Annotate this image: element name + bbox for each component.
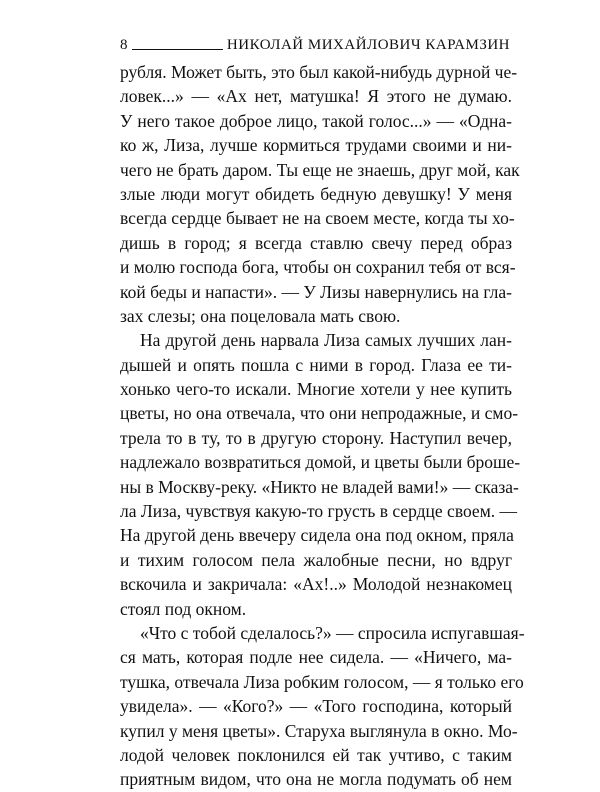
running-title-author: НИКОЛАЙ МИХАЙЛОВИЧ КАРАМЗИН	[226, 37, 510, 53]
text-line: лодой человек поклонился ей так учтиво, с таким	[120, 744, 512, 765]
running-header	[120, 32, 510, 54]
text-line: злые люди могут обидеть бедную девушку! У меня	[120, 183, 512, 204]
text-line: и молю господа бога, чтобы он сохранил тебя от вся-	[120, 257, 516, 278]
header-rule	[132, 49, 223, 50]
text-line: стоял под окном.	[120, 598, 247, 619]
text-line: ны в Москву-реку. «Никто не владей вами!» — сказа-	[120, 476, 519, 497]
text-line: хонько чего-то искали. Многие хотели у нее купить	[120, 379, 512, 400]
text-line: чего не брать даром. Ты еще не знаешь, друг мой, как	[120, 159, 520, 180]
text-line: и тихим голосом пела жалобные песни, но вдруг	[120, 549, 512, 570]
text-line: надлежало возвратиться домой, и цветы были броше-	[120, 452, 521, 473]
text-line: купил у меня цветы». Старуха выглянула в окно. Мо-	[120, 720, 518, 741]
text-line: «Что с тобой сделалось?» — спросила испугавшая-	[140, 622, 525, 643]
text-line: кой беды и напасти». — У Лизы навернулись на гла-	[120, 281, 512, 302]
text-line: На другой день нарвала Лиза самых лучших лан-	[140, 330, 512, 351]
text-line: цветы, но она отвечала, что они непродажные, и смо-	[120, 403, 519, 424]
body-text	[120, 60, 525, 792]
text-line: тушка, отвечала Лиза робким голосом, — я только его	[120, 671, 524, 692]
text-line: На другой день ввечеру сидела она под окном, пряла	[120, 525, 514, 546]
text-line: дышей и опять пошла с ними в город. Глаза ее ти-	[120, 354, 512, 375]
text-line: рубля. Может быть, это был какой-нибудь дурной че-	[120, 62, 518, 82]
text-line: приятным видом, что она не могла подумать об нем	[120, 769, 512, 790]
page-number: 8	[120, 37, 128, 53]
text-line: ся мать, которая подле нее сидела. — «Ничего, ма-	[120, 647, 512, 668]
text-line: вскочила и закричала: «Ах!..» Молодой незнакомец	[120, 574, 512, 595]
text-line: ла Лиза, чувствуя какую-то грусть в сердце своем. —	[120, 501, 518, 522]
text-line: У него такое доброе лицо, такой голос...» — «Одна-	[120, 110, 512, 131]
text-line: увидела». — «Кого?» — «Того господина, который	[120, 696, 512, 717]
text-line: трела то в ту, то в другую сторону. Наступил вечер,	[120, 427, 512, 448]
text-line: зах слезы; она поцеловала мать свою.	[120, 305, 401, 326]
text-line: ловек...» — «Ах нет, матушка! Я этого не думаю.	[120, 86, 512, 107]
text-line: всегда сердце бывает не на своем месте, когда ты хо-	[120, 208, 515, 229]
text-line: ко ж, Лиза, лучше кормиться трудами своими и ни-	[120, 135, 512, 156]
text-line: дишь в город; я всегда ставлю свечу перед образ	[120, 232, 512, 253]
